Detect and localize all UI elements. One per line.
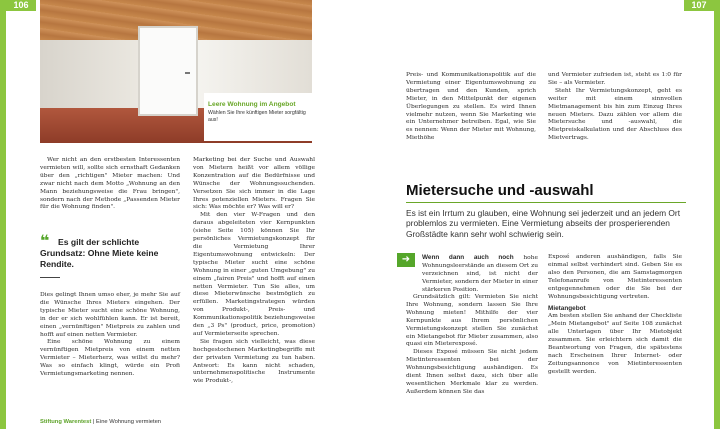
pull-quote xyxy=(40,231,180,270)
left-column-1-top xyxy=(40,157,180,212)
pull-quote-text: Es gilt der schlichte Grundsatz: Ohne Miete keine Rendite. xyxy=(40,237,159,269)
left-column-1-bottom xyxy=(40,292,180,379)
left-column-2 xyxy=(193,157,315,386)
paragraph: Marketing bei der Suche und Auswahl von Mietern heißt vor allem völlige Konzentration auf die Bedürfnisse und Wünsche der Wohnungssuchenden. Versetzen Sie sich immer in die Lage Ihres potenziellen Mieters. Fragen Sie sich: Was möchte er? Was will er? xyxy=(193,157,315,211)
subheading-mietangebot: Mietangebot xyxy=(548,305,586,313)
photo-caption-title: Leere Wohnung im Angebot xyxy=(208,101,296,108)
paragraph: Dies gelingt Ihnen umso eher, je mehr Sie auf die Wünsche Ihres Mieters eingehen. Der typische Mieter sucht eine schöne Wohnung, in der er sich wohlfühlen kann. Er ist bereit, einen „vernünftigen" Mietpreis zu zahlen und hofft auf einen netten Vermieter. xyxy=(40,292,180,338)
right-column-2-bottom xyxy=(548,254,682,377)
paragraph: Grundsätzlich gilt: Vermieten Sie nicht Ihre Wohnung, sondern lassen Sie Ihre Wohnung mieten! Mithilfe der vier Kernpunkte aus Ihrem persönlichen Vermietungskonzept stellen Sie zunächst ein Mietangebot für Mieter zusammen, also quasi ein Mieterexposé. xyxy=(406,294,538,348)
page-number-right: 107 xyxy=(684,0,714,11)
door-handle xyxy=(185,72,190,74)
lead-rest: hohe Wohnungsleerstände an diesem Ort zu verzeichnen sind, ist nicht der Vermieter, sondern der Mieter in einer stärkeren Position. xyxy=(422,255,538,293)
paragraph: Preis- und Kommunikationspolitik auf die Vermietung einer Eigentumswohnung zu übertragen und den Kunden, sprich Mieter, in den Mittelpunkt der eigenen Überlegungen zu stellen. Es wird Ihnen vielmehr nutzen, wenn Sie Marketing wie ein Unternehmer betreiben. Egal, wie Sie es nennen: Wenn der Mieter mit Wohnung, Miethöhe xyxy=(406,72,536,142)
section-intro: Es ist ein Irrtum zu glauben, eine Wohnung sei jederzeit und an jedem Ort problemlos zu vermieten. Eine Vermietung abseits der prosperierenden Großstädte kann sehr wohl schwierig sein. xyxy=(406,208,681,239)
right-column-1-top xyxy=(406,72,536,143)
paragraph: Wer nicht an den erstbesten Interessenten vermieten will, sollte sich ernsthaft Gedanken über den „richtigen" Mieter machen: Und zwar nicht nach dem Motto „Wohnung an den Mann beziehungsweise die Frau bringen", sondern nach der Methode „Passenden Mieter für die Wohnung finden". xyxy=(40,157,180,211)
lead-bold: Wenn dann auch noch xyxy=(422,254,514,261)
right-column-2-top xyxy=(548,72,682,143)
arrow-right-icon: ➜ xyxy=(397,253,415,267)
lead-paragraph xyxy=(422,254,538,295)
right-edge-bar xyxy=(714,0,720,429)
right-column-1-bottom xyxy=(422,254,538,295)
paragraph: Sie fragen sich vielleicht, was diese hochgestochenen Marketingbegriffe mit der privaten Vermietung zu tun haben. Antwort: Es kann nicht schaden, unternehmenspolitische Instrumente wie Produkt-, xyxy=(193,338,315,385)
quote-icon: ❝ xyxy=(40,231,50,250)
left-edge-bar xyxy=(0,0,6,429)
paragraph: Dieses Exposé müssen Sie nicht jedem Mietinteressenten bei der Wohnungsbesichtigung aushändigen. Es dient Ihnen selbst dazu, sich über alle wesentlichen Merkmale klar zu werden. Außerdem können Sie das xyxy=(406,349,538,395)
door xyxy=(138,26,198,116)
paragraph: Mit den vier W-Fragen und den daraus abgeleiteten vier Kernpunkten (siehe Seite 105) können Sie Ihr persönliches Vermietungskonzept für die Vermietung Ihrer Eigentumswohnung entwickeln: Der typische Mieter sucht eine schöne Wohnung in einer „guten Umgebung" zu einem „fairen Preis" und hofft auf einen netten Vermieter. Tun Sie alles, um diese Mieterwünsche bestmöglich zu erfüllen. Marketingstrategen würden von Produkt-, Preis- und Kommunikationspolitik beziehungsweise den „3 Ps" (product, price, promotion) auf Vermieterseite sprechen. xyxy=(193,212,315,337)
pull-quote-rule xyxy=(40,277,60,278)
paragraph: Steht Ihr Vermietungskonzept, geht es weiter mit einem sinnvollen Mietmanagement bis hin zum Einzug Ihres neuen Mieters. Dazu zählen vor allem die Mietersuche und -auswahl, die Mietpreiskalkulation und der Abschluss des Mietvertrags. xyxy=(548,87,682,142)
section-title-rule xyxy=(406,202,686,203)
photo-caption-subtitle: Wählen Sie Ihre künftigen Mieter sorgfältig aus! xyxy=(208,110,306,123)
paragraph: Exposé anderen aushändigen, falls Sie einmal selbst verhindert sind. Geben Sie es also den Personen, die am Samstagmorgen Telefonanrufe von Mietinteressenten entgegennehmen oder die Sie bei der Wohnungsbesichtigung vertreten. xyxy=(548,254,682,300)
paragraph: Am besten stellen Sie anhand der Checkliste „Mein Mietangebot" auf Seite 108 zunächst alle Unterlagen über Ihr Mietobjekt zusammen. Sie erleichtern sich damit die Beantwortung von Fragen, die spätestens nach Erscheinen Ihrer Internet- oder Zeitungsannonce von Mietinteressenten gestellt werden. xyxy=(548,313,682,375)
section-title: Mietersuche und -auswahl xyxy=(406,182,594,199)
paragraph: und Vermieter zufrieden ist, steht es 1:0 für Sie – als Vermieter. xyxy=(548,72,682,86)
footer-brand: Stiftung Warentest xyxy=(40,419,92,425)
footer-book-title: Eine Wohnung vermieten xyxy=(96,419,162,425)
right-column-1-bottom-rest xyxy=(406,294,538,397)
footer-separator: | xyxy=(91,419,97,425)
paragraph: Eine schöne Wohnung zu einem vernünftigen Mietpreis von einem netten Vermieter – Mieterherz, was willst du mehr? Was so einfach klingt, würde ein Profi Vermietungsmarketing nennen. xyxy=(40,339,180,378)
page-number-left: 106 xyxy=(6,0,36,11)
page-footer xyxy=(40,418,161,426)
